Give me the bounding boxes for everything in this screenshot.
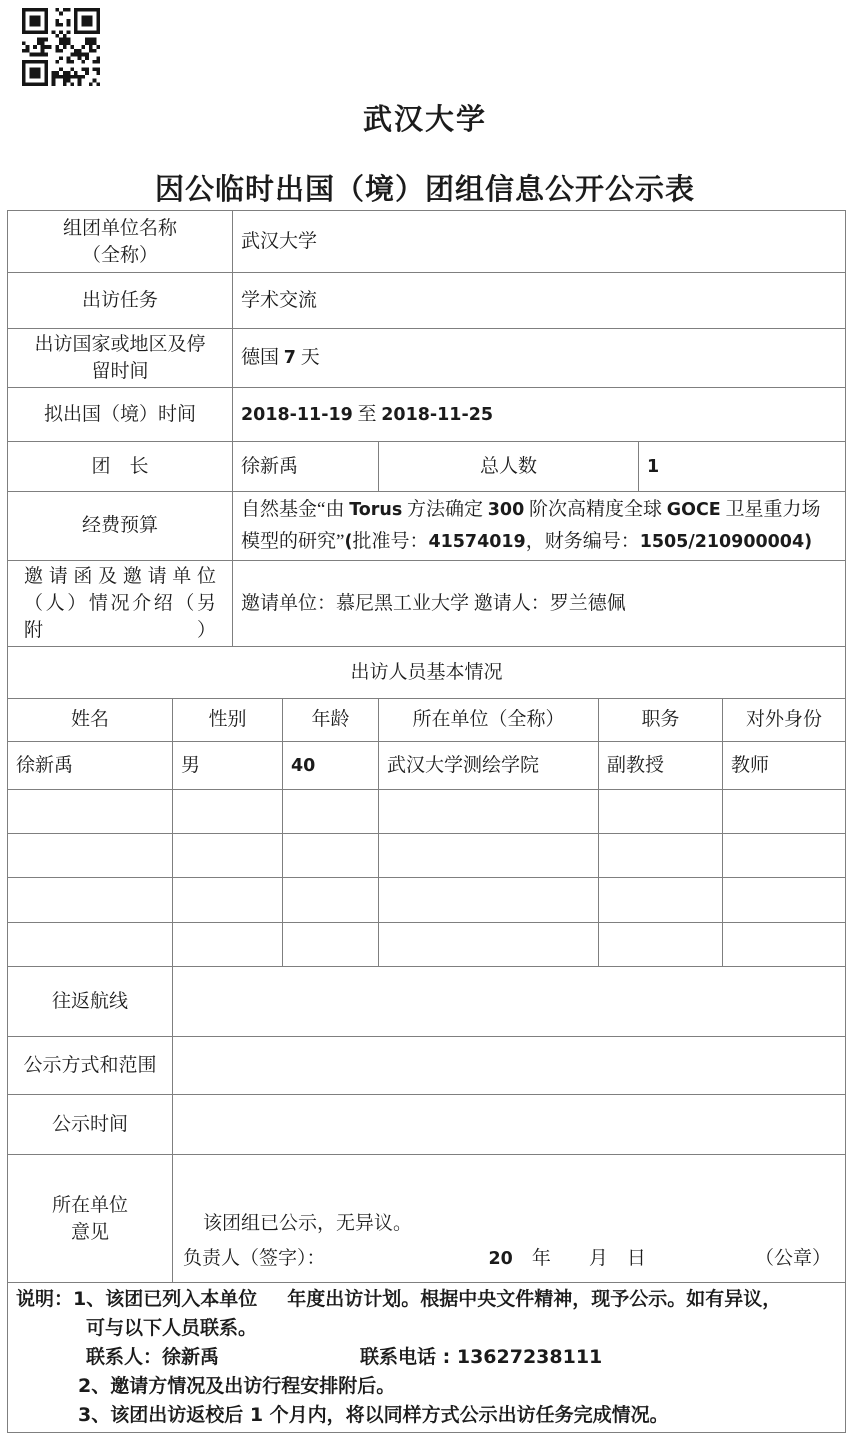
person-name-cell bbox=[8, 923, 173, 967]
publicity-time-label: 公示时间 bbox=[8, 1095, 173, 1155]
personnel-row-empty bbox=[8, 834, 846, 878]
total-count-label: 总人数 bbox=[379, 442, 639, 492]
person-gender-cell bbox=[173, 834, 283, 878]
destination-value: 德国 7 天 bbox=[233, 329, 846, 388]
ascii-text: 41574019 bbox=[428, 532, 526, 552]
form-table bbox=[7, 210, 846, 1433]
person-unit-cell: 武汉大学测绘学院 bbox=[379, 742, 599, 790]
note-1 bbox=[16, 1285, 837, 1314]
personnel-row-empty bbox=[8, 923, 846, 967]
person-identity-cell bbox=[723, 923, 846, 967]
mission-value: 学术交流 bbox=[233, 273, 846, 329]
person-name-cell: 徐新禹 bbox=[8, 742, 173, 790]
note-2 bbox=[16, 1372, 837, 1401]
person-unit-cell bbox=[379, 923, 599, 967]
note-1-text-after-blank: 年度出访计划。根据中央文件精神，现予公示。如有异议， bbox=[287, 1288, 782, 1310]
person-age-cell bbox=[283, 742, 379, 790]
publicity-method-value bbox=[173, 1037, 846, 1095]
person-gender-cell bbox=[173, 923, 283, 967]
row-notes bbox=[8, 1283, 846, 1433]
publicity-method-label: 公示方式和范围 bbox=[8, 1037, 173, 1095]
invitation-label bbox=[8, 561, 233, 647]
ascii-text: 40 bbox=[291, 755, 316, 776]
col-position-header: 职务 bbox=[599, 699, 723, 742]
invitation-label-line1: 邀请函及邀请单位 bbox=[24, 566, 217, 587]
note-1-continued: 可与以下人员联系。 bbox=[86, 1317, 258, 1339]
ascii-text: 1 bbox=[647, 456, 660, 477]
note-1-number: 1、 bbox=[73, 1288, 106, 1310]
ascii-text: 7 bbox=[283, 348, 296, 369]
seal-label: （公章） bbox=[755, 1248, 832, 1270]
person-unit-cell bbox=[379, 790, 599, 834]
notes-section bbox=[8, 1283, 846, 1433]
person-position-cell bbox=[599, 790, 723, 834]
ascii-text: 2018-11-25 bbox=[381, 404, 494, 425]
university-title: 武汉大学 bbox=[362, 104, 487, 136]
personnel-header-row bbox=[8, 699, 846, 742]
col-name-header: 姓名 bbox=[8, 699, 173, 742]
col-unit-header: 所在单位（全称） bbox=[379, 699, 599, 742]
person-unit-cell bbox=[379, 834, 599, 878]
note-2-number: 2、 bbox=[78, 1375, 111, 1397]
person-age-cell bbox=[283, 878, 379, 923]
person-gender-cell bbox=[173, 790, 283, 834]
ascii-text: 300 bbox=[487, 500, 525, 520]
row-budget bbox=[8, 492, 846, 561]
ascii-text: Torus bbox=[349, 500, 403, 520]
destination-label bbox=[8, 329, 233, 388]
personnel-row-empty bbox=[8, 790, 846, 834]
person-position-cell bbox=[599, 878, 723, 923]
row-leader bbox=[8, 442, 846, 492]
leader-value: 徐新禹 bbox=[233, 442, 379, 492]
personnel-row-empty bbox=[8, 878, 846, 923]
row-destination bbox=[8, 329, 846, 388]
form-title: 因公临时出国（境）团组信息公开公示表 bbox=[154, 174, 695, 206]
row-travel-dates bbox=[8, 388, 846, 442]
row-unit-opinion bbox=[8, 1155, 846, 1283]
route-label: 往返航线 bbox=[8, 967, 173, 1037]
person-identity-cell: 教师 bbox=[723, 742, 846, 790]
total-count-value bbox=[639, 442, 846, 492]
person-name-cell bbox=[8, 878, 173, 923]
unit-name-value: 武汉大学 bbox=[233, 211, 846, 273]
person-identity-cell bbox=[723, 790, 846, 834]
ascii-text: 20 bbox=[488, 1249, 513, 1270]
unit-opinion-label-line1: 所在单位 bbox=[51, 1194, 128, 1216]
contact-person: 联系人：徐新禹 bbox=[86, 1346, 220, 1368]
person-age-cell bbox=[283, 923, 379, 967]
person-name-cell bbox=[8, 834, 173, 878]
ascii-text: 2018-11-19 bbox=[241, 404, 353, 425]
person-identity-cell bbox=[723, 878, 846, 923]
mission-label: 出访任务 bbox=[8, 273, 233, 329]
travel-dates-value: 2018-11-19 至 2018-11-25 bbox=[233, 388, 846, 442]
person-age-cell bbox=[283, 790, 379, 834]
date-blank: 20 年 月 日 bbox=[488, 1248, 646, 1270]
row-invitation bbox=[8, 561, 846, 647]
ascii-text: ( bbox=[344, 532, 353, 552]
document-header bbox=[0, 0, 850, 208]
personnel-row bbox=[8, 742, 846, 790]
row-publicity-time bbox=[8, 1095, 846, 1155]
note-3 bbox=[16, 1401, 837, 1430]
ascii-text: 1505/210900004) bbox=[639, 532, 813, 552]
person-gender-cell: 男 bbox=[173, 742, 283, 790]
row-unit-name bbox=[8, 211, 846, 273]
col-gender-header: 性别 bbox=[173, 699, 283, 742]
note-1-text-before-blank: 该团已列入本单位 bbox=[105, 1288, 258, 1310]
row-mission bbox=[8, 273, 846, 329]
unit-opinion-content bbox=[173, 1155, 846, 1283]
personnel-section-title: 出访人员基本情况 bbox=[8, 647, 846, 699]
note-3-number: 3、 bbox=[78, 1404, 111, 1426]
budget-label: 经费预算 bbox=[8, 492, 233, 561]
unit-name-label bbox=[8, 211, 233, 273]
row-personnel-title bbox=[8, 647, 846, 699]
publicity-time-value bbox=[173, 1095, 846, 1155]
col-age-header: 年龄 bbox=[283, 699, 379, 742]
unit-name-label-line1: 组团单位名称 bbox=[63, 217, 178, 239]
leader-label: 团 长 bbox=[8, 442, 233, 492]
invitation-label-line2: （人）情况介绍（另附） bbox=[24, 593, 217, 641]
opinion-footer bbox=[183, 1245, 831, 1273]
row-route bbox=[8, 967, 846, 1037]
unit-opinion-label bbox=[8, 1155, 173, 1283]
person-unit-cell bbox=[379, 878, 599, 923]
notes-label: 说明： bbox=[16, 1288, 74, 1310]
note-2-text: 邀请方情况及出访行程安排附后。 bbox=[110, 1375, 396, 1397]
invitation-value: 邀请单位：慕尼黑工业大学 邀请人：罗兰德佩 bbox=[233, 561, 846, 647]
unit-name-label-line2: （全称） bbox=[82, 244, 159, 266]
person-gender-cell bbox=[173, 878, 283, 923]
destination-label-line1: 出访国家或地区及停 bbox=[34, 334, 206, 355]
budget-value: 自然基金“由 Torus 方法确定 300 阶次高精度全球 GOCE 卫星重力场模型的研究”(批准号：41574019，财务编号：1505/210900004) bbox=[233, 492, 846, 561]
ascii-text: GOCE bbox=[666, 500, 721, 520]
col-identity-header: 对外身份 bbox=[723, 699, 846, 742]
person-position-cell: 副教授 bbox=[599, 742, 723, 790]
opinion-statement: 该团组已公示，无异议。 bbox=[203, 1212, 413, 1234]
person-name-cell bbox=[8, 790, 173, 834]
unit-opinion-label-line2: 意见 bbox=[70, 1221, 109, 1243]
note-3-text: 该团出访返校后 1 个月内，将以同样方式公示出访任务完成情况。 bbox=[110, 1404, 669, 1426]
contact-line bbox=[16, 1343, 837, 1372]
person-position-cell bbox=[599, 923, 723, 967]
person-position-cell bbox=[599, 834, 723, 878]
person-age-cell bbox=[283, 834, 379, 878]
destination-label-line2: 留时间 bbox=[91, 361, 149, 382]
row-publicity-method bbox=[8, 1037, 846, 1095]
travel-dates-label: 拟出国（境）时间 bbox=[8, 388, 233, 442]
person-identity-cell bbox=[723, 834, 846, 878]
route-value bbox=[173, 967, 846, 1037]
contact-phone: 联系电话 : 13627238111 bbox=[360, 1346, 603, 1368]
signer-label: 负责人（签字）： bbox=[183, 1248, 326, 1270]
